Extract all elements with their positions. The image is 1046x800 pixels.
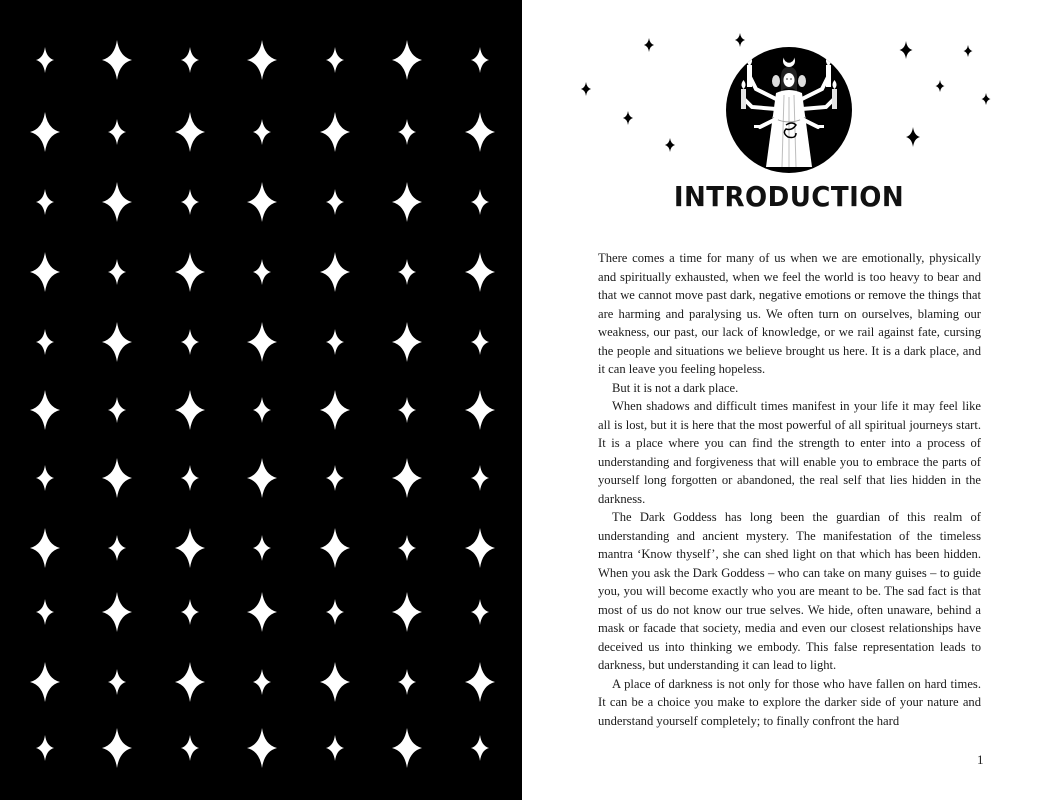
- four-point-star-icon: [471, 735, 489, 761]
- four-point-star-icon: [253, 259, 271, 285]
- four-point-star-icon: [102, 322, 132, 362]
- small-star-icon: [982, 93, 991, 105]
- four-point-star-icon: [471, 465, 489, 491]
- four-point-star-icon: [30, 662, 60, 702]
- four-point-star-icon: [181, 599, 199, 625]
- star-pattern-panel: [0, 0, 522, 800]
- four-point-star-icon: [108, 259, 126, 285]
- four-point-star-icon: [181, 329, 199, 355]
- four-point-star-icon: [175, 528, 205, 568]
- goddess-illustration-icon: [726, 47, 852, 173]
- star-grid: [0, 0, 522, 800]
- four-point-star-icon: [30, 252, 60, 292]
- four-point-star-icon: [102, 458, 132, 498]
- paragraph-3: When shadows and difficult times manifest in your life it may feel like all is lost, but it is here that the most powerful of all spiritual journeys start. It is a place where you can find the strength to enter into a process of understanding and forgiveness that will enable you to embrace the parts of yourself long forgotten or abandoned, the real self that lies hidden in the darkness.: [598, 399, 981, 506]
- four-point-star-icon: [108, 397, 126, 423]
- four-point-star-icon: [247, 592, 277, 632]
- four-point-star-icon: [30, 528, 60, 568]
- four-point-star-icon: [320, 252, 350, 292]
- four-point-star-icon: [36, 329, 54, 355]
- four-point-star-icon: [326, 599, 344, 625]
- four-point-star-icon: [175, 252, 205, 292]
- four-point-star-icon: [398, 259, 416, 285]
- four-point-star-icon: [181, 189, 199, 215]
- text-page: [522, 0, 1046, 800]
- four-point-star-icon: [326, 735, 344, 761]
- four-point-star-icon: [392, 40, 422, 80]
- four-point-star-icon: [247, 322, 277, 362]
- four-point-star-icon: [471, 329, 489, 355]
- four-point-star-icon: [30, 390, 60, 430]
- four-point-star-icon: [471, 47, 489, 73]
- four-point-star-icon: [181, 465, 199, 491]
- small-star-icon: [906, 127, 920, 147]
- four-point-star-icon: [326, 189, 344, 215]
- four-point-star-icon: [102, 182, 132, 222]
- four-point-star-icon: [175, 662, 205, 702]
- four-point-star-icon: [102, 728, 132, 768]
- four-point-star-icon: [253, 669, 271, 695]
- small-star-icon: [964, 45, 973, 57]
- four-point-star-icon: [247, 458, 277, 498]
- small-star-icon: [581, 82, 591, 96]
- four-point-star-icon: [108, 669, 126, 695]
- four-point-star-icon: [320, 112, 350, 152]
- paragraph-2: But it is not a dark place.: [612, 380, 739, 395]
- four-point-star-icon: [392, 592, 422, 632]
- four-point-star-icon: [398, 669, 416, 695]
- four-point-star-icon: [102, 592, 132, 632]
- small-star-icon: [936, 80, 945, 92]
- four-point-star-icon: [36, 465, 54, 491]
- four-point-star-icon: [102, 40, 132, 80]
- four-point-star-icon: [247, 182, 277, 222]
- four-point-star-icon: [465, 662, 495, 702]
- small-star-icon: [644, 38, 654, 52]
- goddess-emblem: [726, 47, 852, 173]
- four-point-star-icon: [465, 528, 495, 568]
- small-star-icon: [735, 33, 745, 47]
- four-point-star-icon: [181, 735, 199, 761]
- four-point-star-icon: [36, 189, 54, 215]
- small-star-icon: [665, 138, 675, 152]
- four-point-star-icon: [247, 728, 277, 768]
- four-point-star-icon: [392, 728, 422, 768]
- chapter-heading: INTRODUCTION: [673, 180, 905, 213]
- four-point-star-icon: [175, 112, 205, 152]
- four-point-star-icon: [253, 397, 271, 423]
- four-point-star-icon: [320, 662, 350, 702]
- four-point-star-icon: [181, 47, 199, 73]
- four-point-star-icon: [465, 390, 495, 430]
- four-point-star-icon: [398, 119, 416, 145]
- four-point-star-icon: [392, 322, 422, 362]
- four-point-star-icon: [465, 252, 495, 292]
- paragraph-5: A place of darkness is not only for those who have fallen on hard times. It can be a choice you make to explore the darker side of your nature and understand yourself completely; to finally confront the hard: [598, 676, 981, 728]
- four-point-star-icon: [253, 535, 271, 561]
- four-point-star-icon: [398, 535, 416, 561]
- body-text: [598, 249, 981, 730]
- four-point-star-icon: [108, 535, 126, 561]
- four-point-star-icon: [36, 47, 54, 73]
- four-point-star-icon: [471, 189, 489, 215]
- four-point-star-icon: [175, 390, 205, 430]
- four-point-star-icon: [36, 735, 54, 761]
- four-point-star-icon: [326, 47, 344, 73]
- paragraph-4: The Dark Goddess has long been the guardian of this realm of understanding and ancient mystery. The manifestation of the timeless mantra ‘Know thyself’, she can shed light on that which has been hidden. When you ask the Dark Goddess – who can take on many guises – to guide you, you will become exactly who you are meant to be. The sad fact is that most of us do not know our true selves. We hide, often unaware, behind a mask or facade that society, media and even our closest relationships have deceived us into thinking we embody. This false representation leads to darkness, but understanding it can lead to light.: [598, 510, 981, 672]
- page-number: 1: [977, 752, 984, 767]
- four-point-star-icon: [36, 599, 54, 625]
- four-point-star-icon: [320, 528, 350, 568]
- four-point-star-icon: [247, 40, 277, 80]
- four-point-star-icon: [108, 119, 126, 145]
- small-star-icon: [900, 41, 913, 59]
- four-point-star-icon: [326, 465, 344, 491]
- four-point-star-icon: [471, 599, 489, 625]
- paragraph-1: There comes a time for many of us when we are emotionally, physically and spiritually exhausted, when we feel the world is too heavy to bear and that we cannot move past dark, negative emotions or remove the things that are harming and paralysing us. We often turn on ourselves, blaming our weakness, our past, our lack of knowledge, or we rail against fate, cursing the people and situations we believe brought us here. It is a dark place, and it can leave you feeling hopeless.: [598, 251, 981, 376]
- four-point-star-icon: [30, 112, 60, 152]
- small-star-icon: [623, 111, 633, 125]
- four-point-star-icon: [392, 458, 422, 498]
- four-point-star-icon: [398, 397, 416, 423]
- four-point-star-icon: [392, 182, 422, 222]
- four-point-star-icon: [320, 390, 350, 430]
- four-point-star-icon: [253, 119, 271, 145]
- four-point-star-icon: [465, 112, 495, 152]
- four-point-star-icon: [326, 329, 344, 355]
